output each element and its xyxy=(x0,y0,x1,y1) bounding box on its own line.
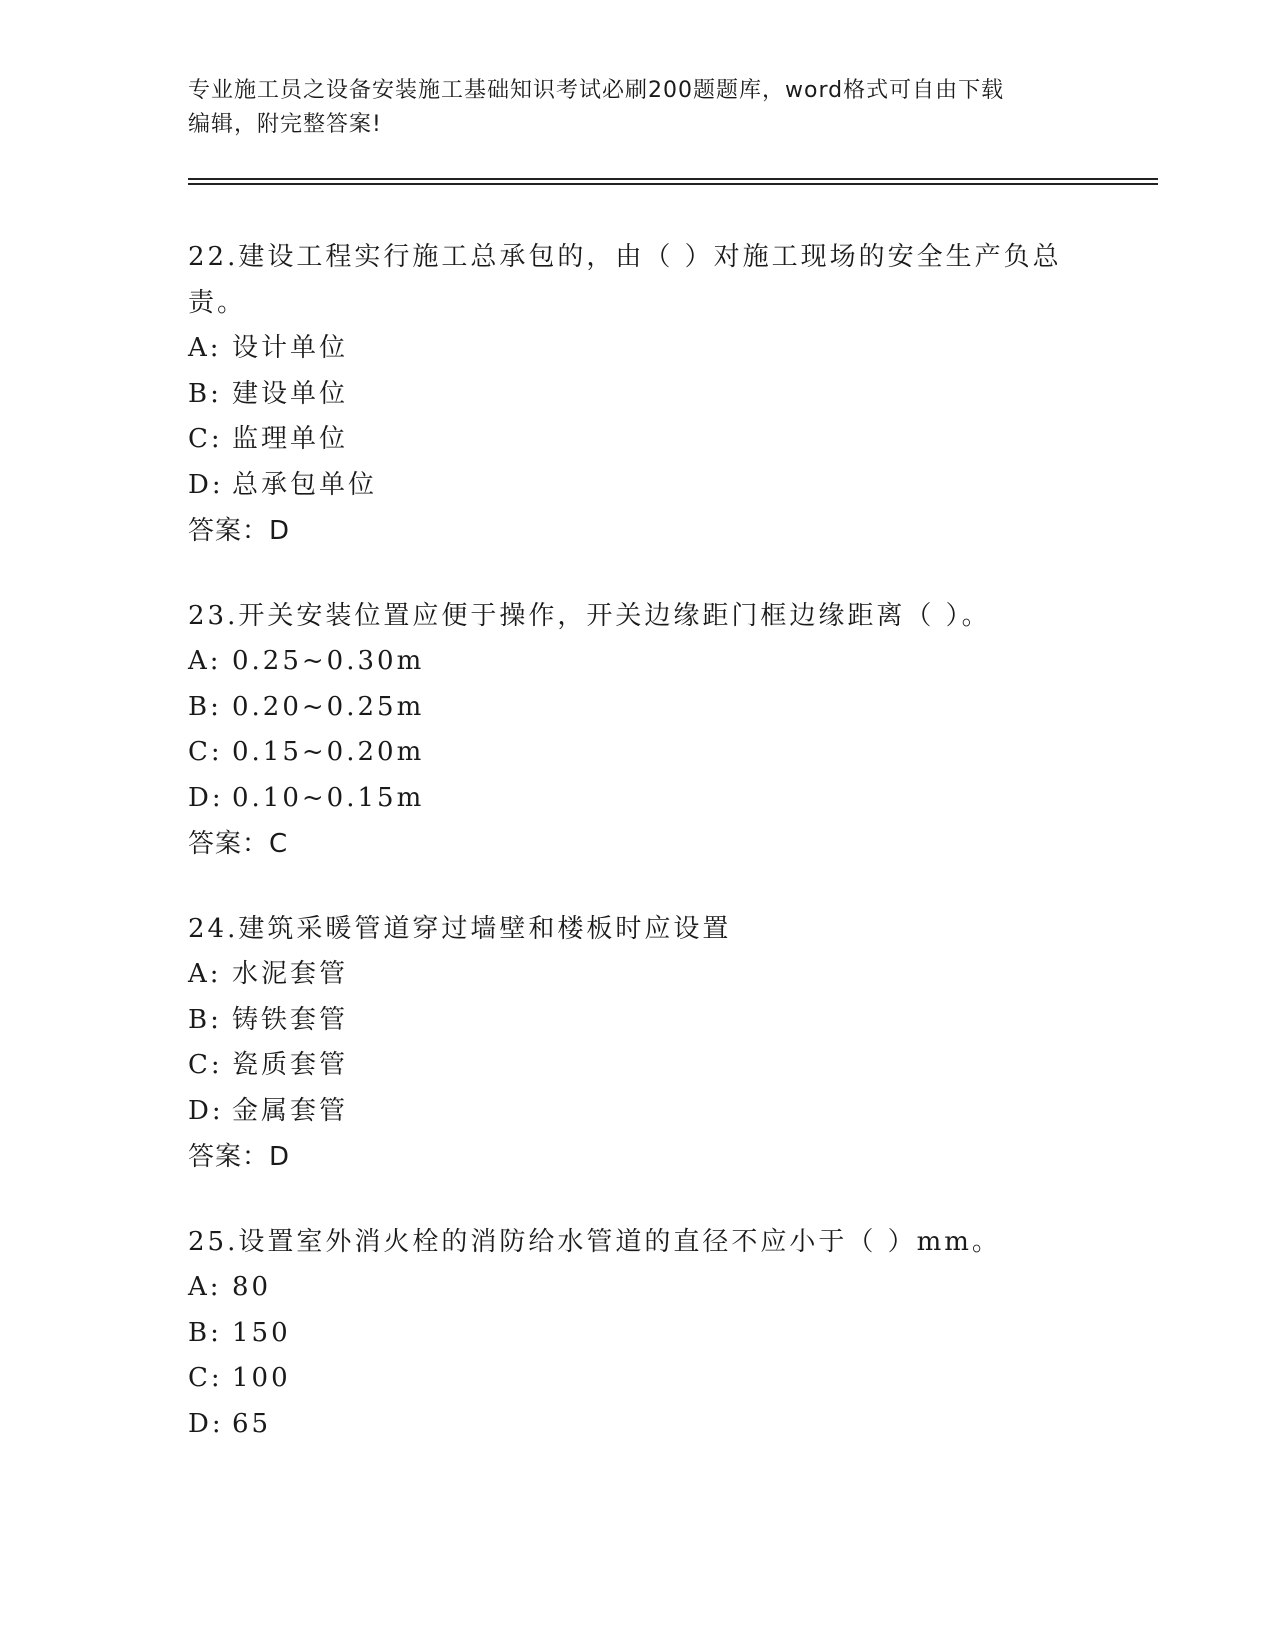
option-d xyxy=(188,463,1088,509)
option-letter: B: xyxy=(188,1004,222,1035)
question-22 xyxy=(188,234,1088,554)
option-text: 0.10~0.15m xyxy=(232,782,425,813)
option-text: 建设单位 xyxy=(232,378,349,409)
option-b xyxy=(188,998,1088,1044)
question-stem: 23.开关安装位置应便于操作，开关边缘距门框边缘距离（ ）。 xyxy=(188,601,991,631)
answer-line: 答案：D xyxy=(188,1142,291,1172)
answer-line: 答案：C xyxy=(188,829,289,859)
option-text: 铸铁套管 xyxy=(232,1004,349,1035)
option-letter: A: xyxy=(188,333,222,363)
question-stem: 24.建筑采暖管道穿过墙壁和楼板时应设置 xyxy=(188,914,732,944)
option-letter: D: xyxy=(188,469,224,500)
option-a xyxy=(188,1265,1088,1311)
option-a xyxy=(188,639,1088,685)
question-stem: 22.建设工程实行施工总承包的，由（ ）对施工现场的安全生产负总 xyxy=(188,242,1062,272)
option-letter: A: xyxy=(188,1272,222,1302)
question-stem-continued: 责。 xyxy=(188,288,247,318)
question-24 xyxy=(188,906,1088,1180)
header-divider-bottom xyxy=(188,183,1158,185)
option-text: 瓷质套管 xyxy=(232,1050,349,1080)
option-c xyxy=(188,730,1088,776)
question-stem: 25.设置室外消火栓的消防给水管道的直径不应小于（ ）mm。 xyxy=(188,1227,1001,1257)
option-c xyxy=(188,1356,1088,1402)
header-divider-top xyxy=(188,178,1158,180)
option-d xyxy=(188,1402,1088,1448)
option-a xyxy=(188,326,1088,372)
option-text: 总承包单位 xyxy=(232,469,378,500)
option-c xyxy=(188,417,1088,463)
option-letter: C: xyxy=(188,737,223,767)
option-b xyxy=(188,1311,1088,1357)
option-c xyxy=(188,1043,1088,1089)
option-b xyxy=(188,685,1088,731)
option-d xyxy=(188,1089,1088,1135)
option-d xyxy=(188,776,1088,822)
option-letter: C: xyxy=(188,1363,223,1393)
option-letter: B: xyxy=(188,691,222,722)
header-line-2: 编辑，附完整答案! xyxy=(188,112,382,137)
question-list xyxy=(188,234,1088,1486)
option-text: 水泥套管 xyxy=(232,959,349,989)
option-letter: D: xyxy=(188,782,224,813)
option-text: 监理单位 xyxy=(232,424,349,454)
option-text: 金属套管 xyxy=(232,1095,349,1126)
option-a xyxy=(188,952,1088,998)
option-b xyxy=(188,372,1088,418)
option-text: 设计单位 xyxy=(232,333,349,363)
option-letter: D: xyxy=(188,1408,224,1439)
document-header xyxy=(188,74,1088,142)
answer-line: 答案：D xyxy=(188,516,291,546)
option-letter: B: xyxy=(188,1317,222,1348)
option-letter: A: xyxy=(188,959,222,989)
option-letter: A: xyxy=(188,646,222,676)
option-letter: D: xyxy=(188,1095,224,1126)
option-text: 150 xyxy=(232,1317,291,1348)
header-line-1: 专业施工员之设备安装施工基础知识考试必刷200题题库，word格式可自由下载 xyxy=(188,78,1005,103)
option-text: 65 xyxy=(232,1408,272,1439)
option-text: 0.20~0.25m xyxy=(232,691,425,722)
option-text: 80 xyxy=(232,1272,272,1302)
question-25 xyxy=(188,1219,1088,1447)
option-text: 0.25~0.30m xyxy=(232,646,425,676)
option-text: 0.15~0.20m xyxy=(232,737,425,767)
option-letter: B: xyxy=(188,378,222,409)
option-text: 100 xyxy=(232,1363,291,1393)
option-letter: C: xyxy=(188,1050,223,1080)
question-23 xyxy=(188,593,1088,867)
option-letter: C: xyxy=(188,424,223,454)
